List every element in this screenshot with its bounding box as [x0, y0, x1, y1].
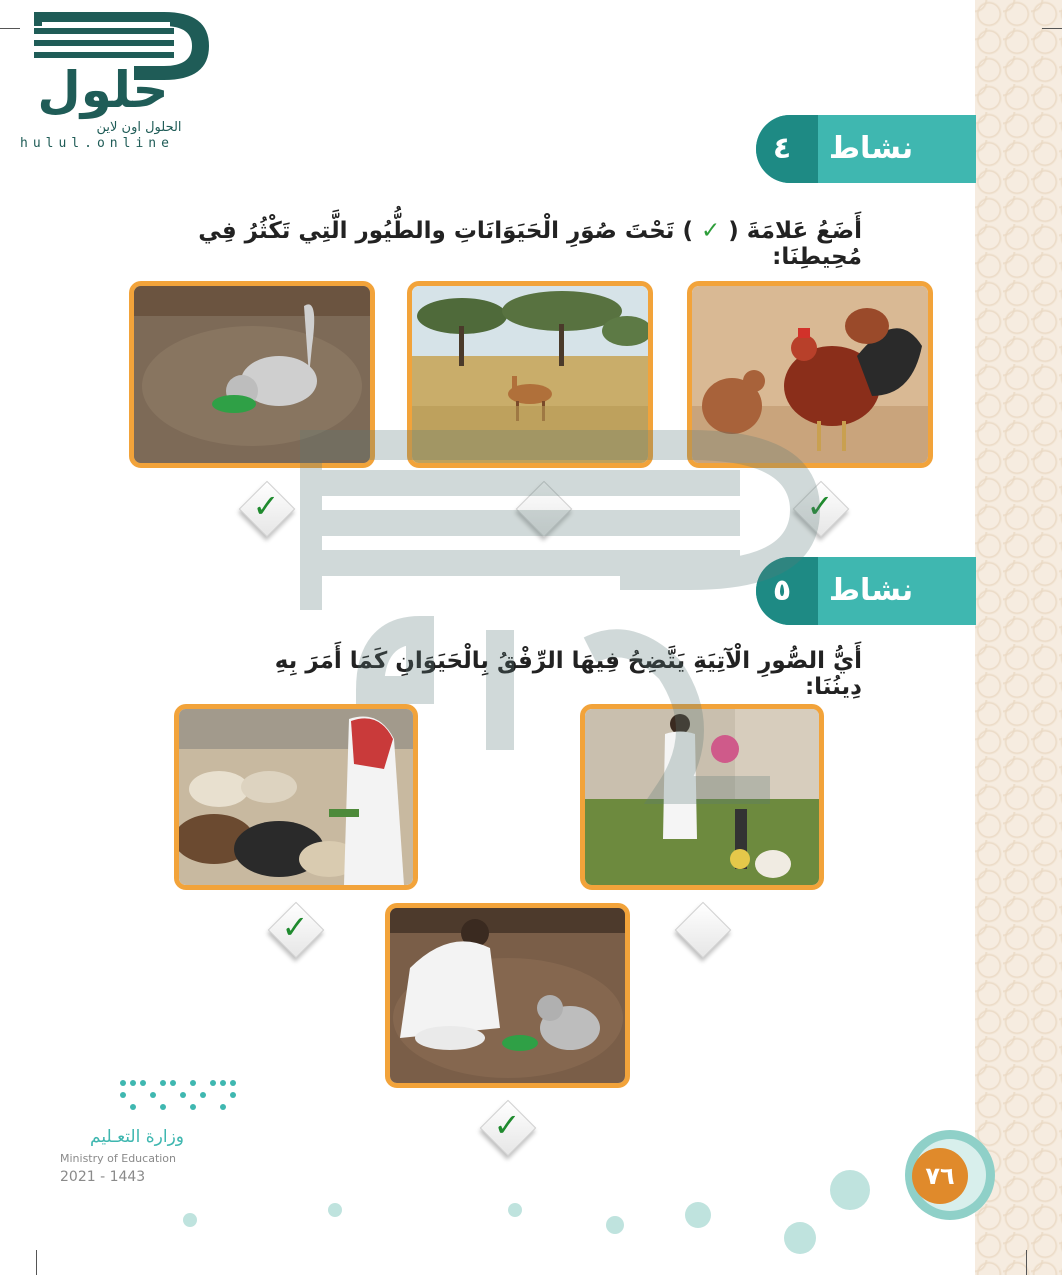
checkbox-cat[interactable]: [236, 478, 296, 538]
checkbox-diamond: [675, 902, 732, 959]
page-number: ٧٦: [912, 1148, 968, 1204]
checkbox-gazelle[interactable]: [513, 478, 573, 538]
activity-4-banner: [756, 115, 976, 183]
question-text-end: ) تَحْتَ صُوَرِ الْحَيَوَانَاتِ والطُّيُور الَّتِي تَكْثُرُ فِي مُحِيطِنَا:: [198, 218, 862, 270]
crop-mark: [36, 1250, 37, 1275]
check-icon: ✓: [700, 218, 721, 244]
check-icon: ✓: [493, 1106, 521, 1144]
logo-arabic-main: حلول: [37, 61, 169, 119]
activity-5-question: أَيُّ الصُّورِ الْآتِيَةِ يَتَّضِحُ فِيهَا الرِّفْقُ بِالْحَيَوَانِ كَمَا أَمَرَ بِهِ دِينُنَا:: [274, 648, 862, 700]
decorative-side-pattern: [975, 0, 1062, 1275]
ministry-year: 2021 - 1443: [60, 1169, 146, 1185]
ministry-dots-icon: [115, 1075, 245, 1115]
checkbox-boy-chasing-cat[interactable]: [672, 899, 732, 959]
logo-latin: hulul.online: [20, 136, 174, 151]
ministry-arabic: وزارة التعـليم: [90, 1127, 184, 1147]
activity-4-question: [150, 218, 862, 270]
photo-boy-feeding-cat: [385, 903, 630, 1088]
photo-chickens: [687, 281, 933, 468]
check-icon: ✓: [252, 487, 280, 525]
check-icon: ✓: [806, 487, 834, 525]
question-text-start: أَضَعُ عَلامَةَ (: [728, 218, 862, 244]
ministry-english: Ministry of Education: [60, 1152, 177, 1165]
activity-5-number: ٥: [772, 573, 792, 608]
check-icon: ✓: [281, 908, 309, 946]
activity-4-label: نشاط: [828, 131, 914, 166]
activity-5-label: نشاط: [828, 573, 914, 608]
photo-boy-chasing-cat: [580, 704, 824, 890]
photo-gazelle: [407, 281, 653, 468]
checkbox-chickens[interactable]: [790, 478, 850, 538]
photo-cat-eating: [129, 281, 375, 468]
checkbox-man-sheep[interactable]: [265, 899, 325, 959]
logo-arabic-sub: الحلول اون لاين: [96, 120, 182, 135]
photo-man-sheep: [174, 704, 418, 890]
hulul-logo[interactable]: [14, 8, 214, 153]
activity-4-number: ٤: [772, 131, 792, 166]
checkbox-diamond: [516, 481, 573, 538]
activity-5-banner: [756, 557, 976, 625]
crop-mark: [1042, 28, 1062, 29]
